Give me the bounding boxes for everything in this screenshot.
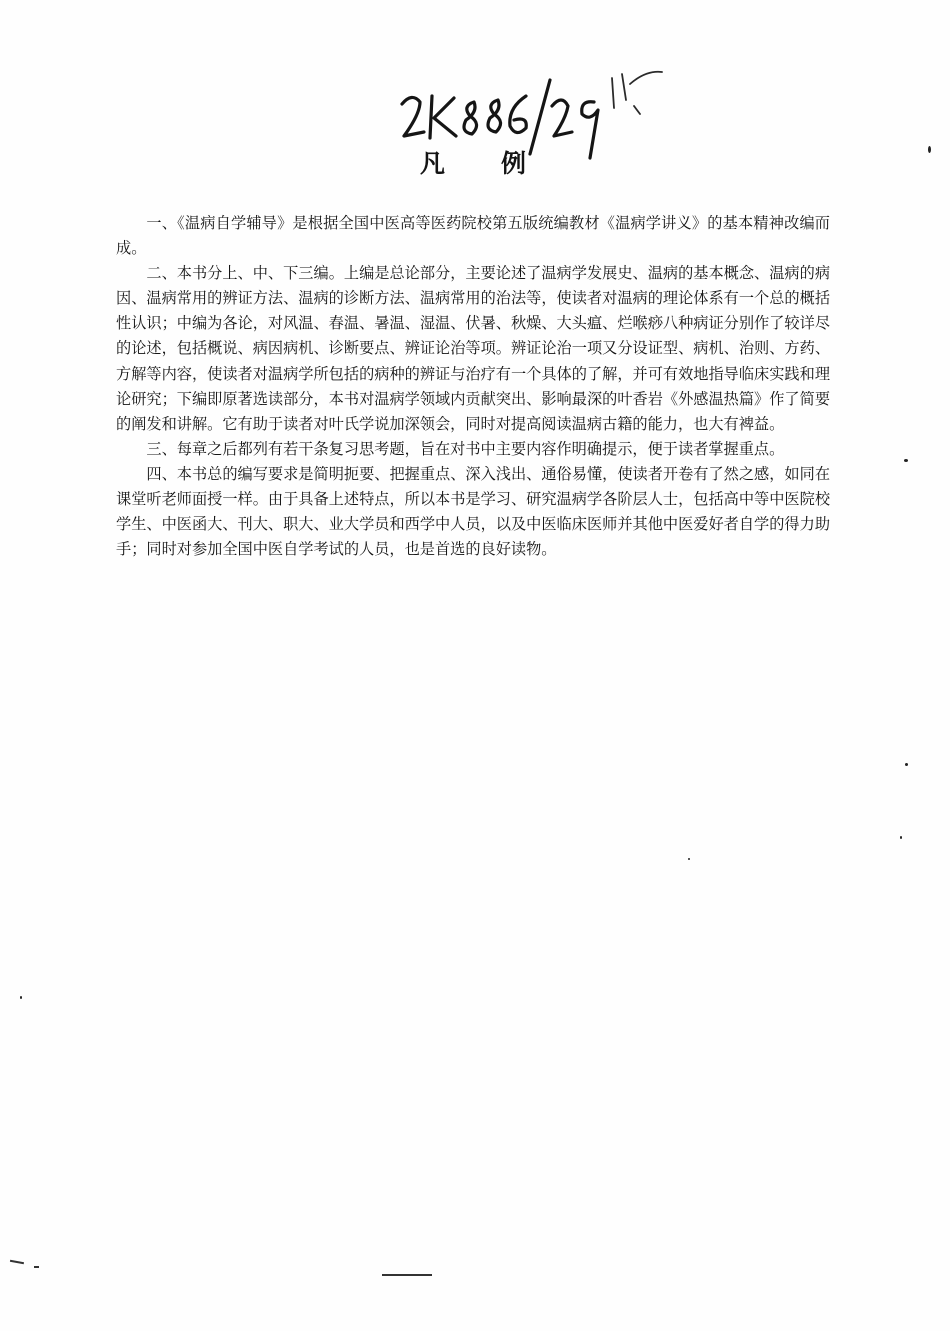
page-title: 凡例: [420, 149, 583, 178]
preface-body: [116, 211, 830, 562]
scan-dash: [10, 1260, 24, 1264]
paragraph-4: 四、本书总的编写要求是简明扼要、把握重点、深入浅出、通俗易懂，使读者开卷有了然之感，如同在课堂听老师面授一样。由于具备上述特点，所以本书是学习、研究温病学各阶层人士，包括高中等中医院校学生、中医函大、刊大、职大、业大学员和西学中人员，以及中医临床医师并其他中医爱好者自学的得力助手；同时对参加全国中医自学考试的人员，也是首选的良好读物。: [116, 464, 830, 559]
paragraph-2: 二、本书分上、中、下三编。上编是总论部分，主要论述了温病学发展史、温病的基本概念、温病的病因、温病常用的辨证方法、温病的诊断方法、温病常用的治法等，使读者对温病的理论体系有一个总的概括性认识；中编为各论，对风温、春温、暑温、湿温、伏暑、秋燥、大头瘟、烂喉痧八种病证分别作了较详尽的论述，包括概说、病因病机、诊断要点、辨证论治等项。辨证论治一项又分设证型、病机、治则、方药、方解等内容，使读者对温病学所包括的病种的辨证与治疗有一个具体的了解，并可有效地指导临床实践和理论研究；下编即原著选读部分，本书对温病学领域内贡献突出、影响最深的叶香岩《外感温热篇》作了简要的阐发和讲解。它有助于读者对叶氏学说加深领会，同时对提高阅读温病古籍的能力，也大有裨益。: [116, 264, 830, 433]
scan-speck: [905, 763, 908, 766]
scan-speck: [20, 996, 22, 999]
scan-speck: [900, 836, 902, 839]
paragraph-3: 三、每章之后都列有若干条复习思考题，旨在对书中主要内容作明确提示，便于读者掌握重点。: [146, 439, 785, 458]
scan-dash: [382, 1274, 432, 1276]
scan-speck: [928, 146, 931, 153]
scan-dash: [34, 1266, 39, 1268]
scan-speck: [904, 459, 908, 462]
scan-speck: [688, 858, 690, 860]
paragraph-1: 一、《温病自学辅导》是根据全国中医高等医药院校第五版统编教材《温病学讲义》的基本精神改编而成。: [116, 214, 830, 258]
